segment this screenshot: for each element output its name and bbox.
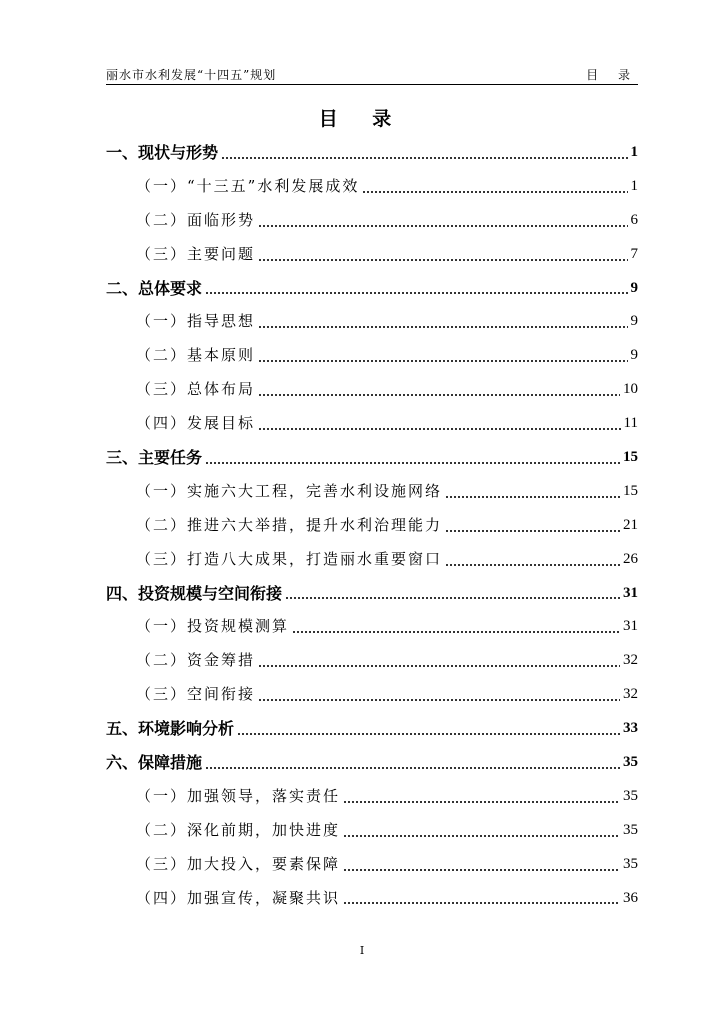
- toc-section-entry[interactable]: [106, 238, 638, 272]
- dot-leader: [445, 485, 620, 499]
- toc-entry-page: 32: [623, 652, 638, 669]
- toc-entry-label: （一）投资规模测算: [136, 617, 290, 636]
- dot-leader: [258, 417, 621, 431]
- toc-section-entry[interactable]: [106, 407, 638, 441]
- toc-entry-page: 6: [630, 211, 638, 228]
- toc-entry-label: （二）面临形势: [136, 210, 256, 229]
- running-header: [106, 64, 638, 85]
- toc-entry-label: （二）深化前期，加快进度: [136, 820, 341, 839]
- toc-entry-label: 二、总体要求: [106, 278, 203, 298]
- toc-section-entry[interactable]: [106, 814, 638, 848]
- toc-entry-label: 四、投资规模与空间衔接: [106, 583, 283, 603]
- toc-entry-label: （三）加大投入，要素保障: [136, 854, 341, 873]
- toc-chapter-entry[interactable]: [106, 577, 638, 611]
- toc-entry-page: 9: [630, 279, 638, 296]
- header-document-title: 丽水市水利发展“十四五”规划: [106, 68, 277, 82]
- toc-entry-label: （一）加强领导，落实责任: [136, 786, 341, 805]
- toc-section-entry[interactable]: [106, 373, 638, 407]
- toc-section-entry[interactable]: [106, 204, 638, 238]
- toc-entry-page: 21: [623, 516, 638, 533]
- toc-entry-page: 15: [623, 449, 638, 465]
- dot-leader: [205, 281, 627, 295]
- toc-section-entry[interactable]: [106, 678, 638, 712]
- dot-leader: [258, 654, 620, 668]
- dot-leader: [445, 553, 620, 567]
- toc-entry-label: （一）指导思想: [136, 312, 256, 331]
- dot-leader: [258, 214, 627, 228]
- dot-leader: [237, 722, 620, 736]
- dot-leader: [205, 756, 620, 770]
- toc-section-entry[interactable]: [106, 644, 638, 678]
- toc-entry-label: 一、现状与形势: [106, 142, 219, 162]
- toc-section-entry[interactable]: [106, 780, 638, 814]
- toc-entry-page: 9: [630, 347, 638, 364]
- toc-entry-label: （二）基本原则: [136, 346, 256, 365]
- toc-entry-label: （三）主要问题: [136, 244, 256, 263]
- toc-chapter-entry[interactable]: [106, 272, 638, 306]
- toc-entry-page: 35: [623, 821, 638, 838]
- dot-leader: [258, 383, 620, 397]
- header-section-name: 目 录: [586, 68, 638, 82]
- dot-leader: [205, 451, 620, 465]
- toc-entry-page: 35: [623, 855, 638, 872]
- toc-section-entry[interactable]: [106, 848, 638, 882]
- toc-entry-label: （三）总体布局: [136, 380, 256, 399]
- toc-entry-label: （二）推进六大举措，提升水利治理能力: [136, 515, 443, 534]
- toc-section-entry[interactable]: [106, 305, 638, 339]
- toc-entry-page: 1: [630, 177, 638, 194]
- toc-entry-page: 10: [623, 381, 638, 398]
- dot-leader: [343, 824, 620, 838]
- toc-entry-label: （一）“十三五”水利发展成效: [136, 176, 360, 195]
- toc-entry-label: 五、环境影响分析: [106, 719, 235, 739]
- toc-entry-page: 26: [623, 550, 638, 567]
- toc-entry-page: 35: [623, 754, 638, 771]
- toc-section-entry[interactable]: [106, 882, 638, 916]
- toc-section-entry[interactable]: [106, 543, 638, 577]
- dot-leader: [258, 688, 620, 702]
- toc-chapter-entry[interactable]: [106, 712, 638, 746]
- dot-leader: [258, 315, 627, 329]
- toc-entry-label: （四）加强宣传，凝聚共识: [136, 888, 341, 907]
- toc-entry-label: （三）打造八大成果，打造丽水重要窗口: [136, 549, 443, 568]
- dot-leader: [292, 620, 620, 634]
- toc-chapter-entry[interactable]: [106, 136, 638, 170]
- toc-entry-page: 32: [623, 686, 638, 703]
- toc-entry-page: 7: [630, 245, 638, 262]
- dot-leader: [258, 248, 627, 262]
- toc-section-entry[interactable]: [106, 475, 638, 509]
- toc-section-entry[interactable]: [106, 509, 638, 543]
- dot-leader: [343, 790, 620, 804]
- toc-entry-page: 11: [623, 415, 638, 432]
- toc-entry-label: （二）资金筹措: [136, 651, 256, 670]
- toc-section-entry[interactable]: [106, 610, 638, 644]
- page-number: I: [359, 944, 365, 957]
- toc-entry-page: 1: [630, 143, 638, 160]
- dot-leader: [445, 519, 620, 533]
- toc-title: 目 录: [318, 108, 406, 130]
- toc-entry-page: 15: [623, 482, 638, 499]
- toc-entry-page: 31: [623, 618, 638, 635]
- dot-leader: [285, 586, 620, 600]
- toc-entry-page: 35: [623, 787, 638, 804]
- dot-leader: [362, 180, 627, 194]
- toc-entry-page: 36: [623, 889, 638, 906]
- toc-entry-label: （三）空间衔接: [136, 685, 256, 704]
- dot-leader: [221, 146, 627, 160]
- toc-section-entry[interactable]: [106, 339, 638, 373]
- toc-entry-label: 六、保障措施: [106, 753, 203, 773]
- toc-chapter-entry[interactable]: [106, 441, 638, 475]
- toc-entry-page: 31: [623, 584, 638, 601]
- dot-leader: [343, 891, 620, 905]
- toc-entry-label: （四）发展目标: [136, 414, 256, 433]
- toc-section-entry[interactable]: [106, 170, 638, 204]
- toc-chapter-entry[interactable]: [106, 746, 638, 780]
- dot-leader: [343, 858, 620, 872]
- toc-entry-label: （一）实施六大工程，完善水利设施网络: [136, 481, 443, 500]
- dot-leader: [258, 349, 627, 363]
- toc-entry-page: 9: [630, 313, 638, 330]
- table-of-contents: [106, 136, 638, 915]
- toc-entry-page: 33: [623, 720, 638, 737]
- toc-entry-label: 三、主要任务: [106, 448, 203, 467]
